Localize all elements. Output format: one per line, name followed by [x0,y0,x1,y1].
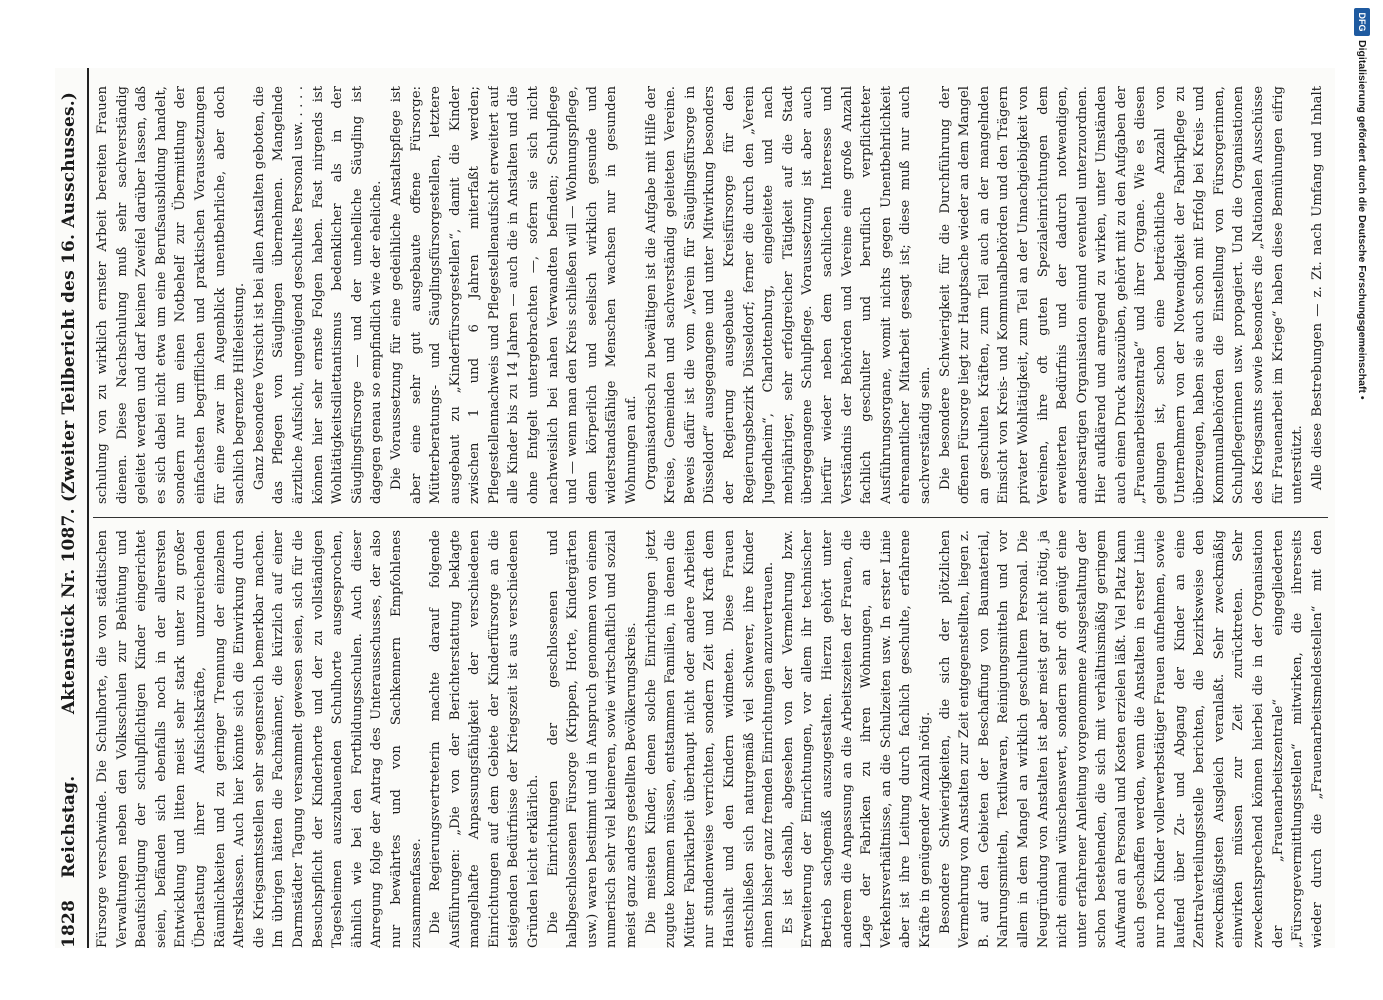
column-divider [93,517,1328,518]
paragraph: Ganz besondere Vorsicht ist bei allen Anstalten geboten, die das Pflegen von Säuglingen übernehmen. Mangelnde ärztliche Aufsicht, ungenügend geschultes Personal usw. . . . . können hier sehr ernste Folgen haben. Fast nirgends ist Wohltätigkeitsdilettantismus bedenklicher als in der Säuglingsfürsorge — und der unehelliche Säugling ist dagegen genau so empfindlich wie der eheliche. [251,86,385,504]
left-column [93,530,1328,948]
paragraph: Fürsorge verschwinde. Die Schulhorte, die von städtischen Verwaltungen neben den Volksschulen zur Behütung und Beaufsichtigung der schulpflichtigen Kinder eingerichtet seien, befänden sich ebenfalls noch in der allerersten Entwicklung und litten meist sehr stark unter zu großer Überlastung ihrer Aufsichtskräfte, unzureichenden Räumlichkeiten und zu geringer Trennung der einzelnen Altersklassen. Auch hier könnte sich die Einwirkung durch die Kriegsamtsstellen sehr segensreich bemerkbar machen. Im übrigen hätten die Fachmänner, die kürzlich auf einer Darmstädter Tagung versammelt gewesen seien, sich für die Besuchspflicht der Kinderhorte und der zu vollständigen Tagesheimen auszubauenden Schulhorte ausgesprochen, ähnlich wie bei den Fortbildungsschulen. Auch dieser Anregung folge der Antrag des Unterausschusses, der also nur bewährtes und von Sachkennern Empfohlenes zusammenfasse. [95,530,424,948]
paragraph: Die Einrichtungen der geschlossenen und halbgeschlossenen Fürsorge (Krippen, Horte, Kindergärten usw.) waren bestimmt und in Anspruch genommen von einem numerisch sehr viel kleineren, sowie wirtschaftlich und sozial meist ganz anders gestellten Bevölkerungskreis. [545,530,640,948]
dfg-logo-text: DFG [1357,12,1367,32]
running-head: Reichstag. [59,775,79,878]
dfg-logo [1354,8,1370,36]
paragraph: Alle diese Bestrebungen — z. Zt. nach Umfang und Inhalt [1309,86,1325,490]
page-number: 1828 [59,899,79,948]
right-column [93,86,1328,504]
page-header [55,68,83,948]
document-title: Aktenstück Nr. 1087. (Zweiter Teilbericht des 16. Ausschusses.) [59,91,79,715]
paragraph: Die meisten Kinder, denen solche Einrichtungen jetzt zugute kommen müssen, entstammen Familien, in denen die Mütter Fabrikarbeit überhaupt nicht oder andere Arbeiten nur stundenweise verrichten, sondern Zeit und Kraft dem Haushalt und den Kindern widmeten. Diese Frauen entschließen sich naturgemäß viel schwerer, ihre Kinder ihnen bisher ganz fremden Einrichtungen anzuvertrauen. [643,530,777,948]
paragraph: Besondere Schwierigkeiten, die sich der plötzlichen Vermehrung von Anstalten zur Zeit entgegenstellten, liegen z. B. auf den Gebieten der Beschaffung von Baumaterial, Nahrungsmitteln, Textilwaren, Reinigungsmitteln und vor allem in dem Mangel an wirklich geschultem Personal. Die Neugründung von Anstalten ist aber meist gar nicht nötig, ja nicht einmal wünschenswert, sondern sehr oft genügt eine unter erfahrener Anleitung vorgenommene Ausgestaltung der schon bestehenden, die sich mit verhältnismäßig geringem Aufwand an Personal und Kosten erzielen läßt. Viel Platz kann auch geschaffen werden, wenn die Anstalten in erster Linie nur noch Kinder vollerwerbstätiger Frauen aufnehmen, sowie laufend über Zu- und Abgang der Kinder an eine Zentralverteilungsstelle berichten, die bezirksweise den zweckmäßigsten Ausgleich veranlaßt. Sehr zweckmäßig einwirken müssen zur Zeit zurücktreten. Sehr zweckentsprechend können hierbei die in der Organisation der „Frauenarbeitszentrale“ eingegliederten „Fürsorgevermittlungsstellen“ mitwirken, die ihrerseits wieder durch die „Frauenarbeitsmeldestellen“ mit den [937,530,1325,948]
header-rule [87,68,89,948]
paragraph: Organisatorisch zu bewältigen ist die Aufgabe mit Hilfe der Kreise, Gemeinden und sachverständig geleiteten Vereine. Beweis dafür ist die vom „Verein für Säuglingsfürsorge in Düsseldorf“ ausgegangene und unter Mitwirkung besonders der Regierung ausgebaute Kreisfürsorge für den Regierungsbezirk Düsseldorf; ferner die durch den „Verein Jugendheim“, Charlottenburg, eingeleitete und nach mehrjähriger, sehr erfolgreicher Tätigkeit auf die Stadt übergegangene Schulpflege. Voraussetzung ist aber auch hierfür wieder neben dem sachlichen Interesse und Verständnis der Behörden und Vereine eine große Anzahl fachlich geschulter und beruflich verpflichteter Ausführungsorgane, womit nichts gegen Unentbehrlichkeit ehrenamtlicher Mitarbeit gesagt ist; diese muß nur auch sachverständig sein. [643,86,933,504]
scanned-page [55,68,1335,948]
caption-text: Digitalisierung gefördert durch die Deutsche Forschungsgemeinschaft • [1356,40,1368,400]
paragraph: Die Voraussetzung für eine gedeihliche Anstaltspflege ist aber eine sehr gut ausgebaute offene Fürsorge: Mütterberatungs- und Säuglingsfürsorgestellen, letztere ausgebaut zu „Kinderfürsorgestellen“, damit die Kinder zwischen 1 und 6 Jahren miterfaßt werden; Pflegestellennachweis und Pflegestellenaufsicht erweitert auf alle Kinder bis zu 14 Jahren — auch die in Anstalten und die ohne Entgelt untergebrachten —, sofern sie sich nicht nachweislich bei nahen Verwandten befinden; Schulpflege und — wenn man den Kreis schließen will — Wohnungspflege, denn körperlich und seelisch wirklich gesunde und widerstandsfähige Menschen wachsen nur in gesunden Wohnungen auf. [388,86,640,504]
paragraph: Es ist deshalb, abgesehen von der Vermehrung bzw. Erweiterung der Einrichtungen, vor allem ihr technischer Betrieb sachgemäß auszugestalten. Hierzu gehört unter anderem die Anpassung an die Arbeitszeiten der Frauen, die Lage der Fabriken zu ihren Wohnungen, an die Verkehrsverhältnisse, an die Schulzeiten usw. In erster Linie aber ist ihre Leitung durch fachlich geschulte, erfahrene Kräfte in genügender Anzahl nötig. [780,530,933,948]
digitization-caption [1349,0,1375,1000]
paragraph: Die besondere Schwierigkeit für die Durchführung der offenen Fürsorge liegt zur Hauptsache wieder an dem Mangel an geschulten Kräften, zum Teil auch an der mangelnden Einsicht von Kreis- und Kommunalbehörden und den Trägern privater Wohltätigkeit, zum Teil an der Unnachgiebigkeit von Vereinen, ihre oft guten Spezialeinrichtungen dem erweiterten Bedürfnis und der dadurch notwendigen, andersartigen Organisation einund eventuell unterzuordnen. Hier aufklärend und anregend zu wirken, unter Umständen auch einen Druck auszuüben, gehört mit zu den Aufgaben der „Frauenarbeitszentrale“ und ihrer Organe. Wie es diesen gelungen ist, schon eine beträchtliche Anzahl von Unternehmern von der Notwendigkeit der Fabrikpflege zu überzeugen, haben sie auch schon mit Erfolg bei Kreis- und Kommunalbehörden die Einstellung von Fürsorgerinnen, Schulpflegerinnen usw. propagiert. Und die Organisationen des Kriegsamts sowie besonders die „Nationalen Ausschüsse für Frauenarbeit im Kriege“ haben diese Bemühungen eifrig unterstützt. [937,86,1306,504]
paragraph: Die Regierungsvertreterin machte darauf folgende Ausführungen: „Die von der Berichterstattung beklagte mangelhafte Anpassungsfähigkeit der verschiedenen Einrichtungen auf dem Gebiete der Kinderfürsorge an die steigenden Bedürfnisse der Kriegszeit ist aus verschiedenen Gründen leicht erklärlich. [428,530,542,948]
text-columns [93,68,1328,948]
paragraph: schulung von zu wirklich ernster Arbeit bereiten Frauen dienen. Diese Nachschulung muß sehr sachverständig geleitet werden und darf keinen Zweifel darüber lassen, daß es sich dabei nicht etwa um eine Berufsausbildung handelt, sondern nur um einen Notbehelf zur Übermittlung der einfachsten begrifflichen und praktischen Voraussetzungen für eine zwar im Augenblick unentbehrliche, aber doch sachlich begrenzte Hilfeleistung. [95,86,248,504]
